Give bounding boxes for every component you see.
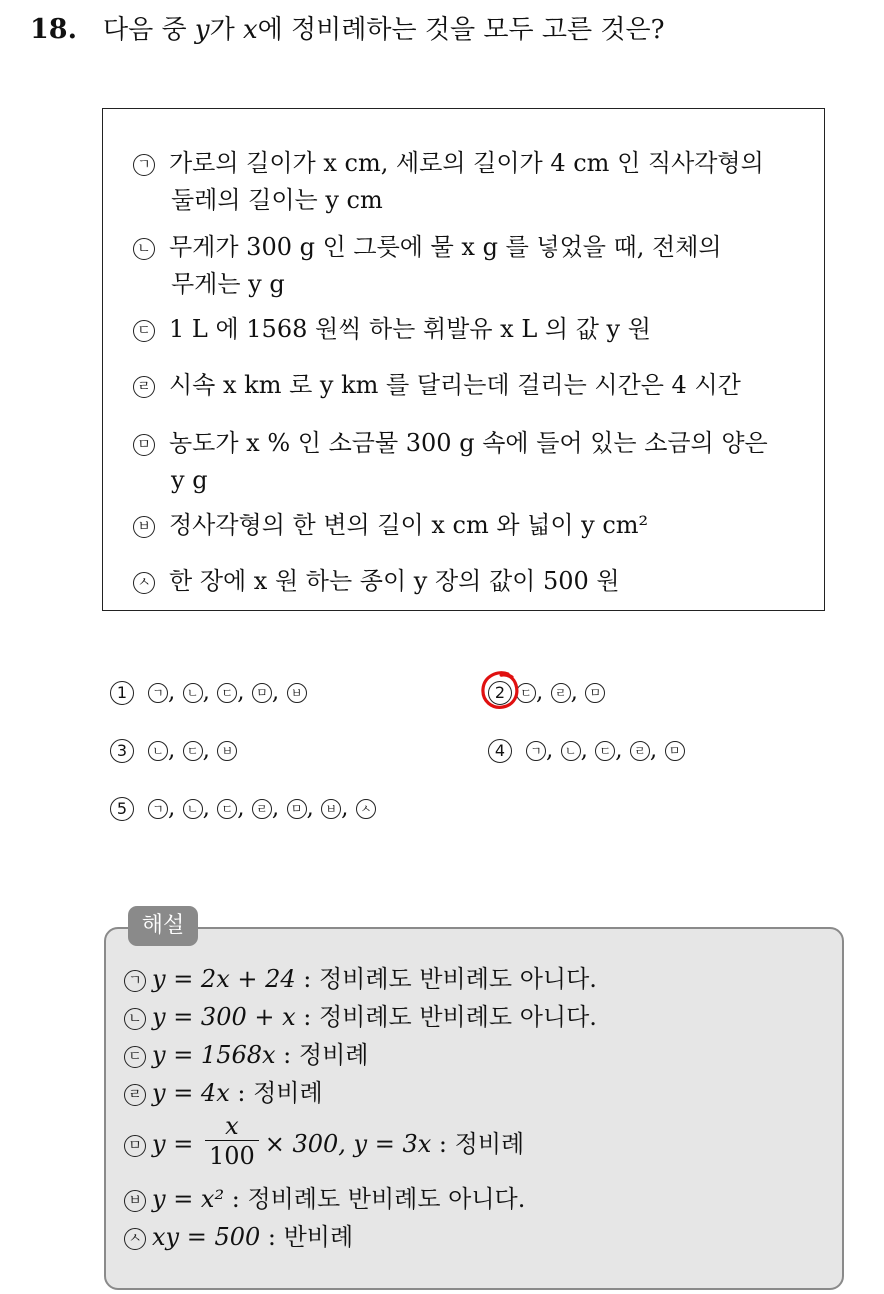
choice-mark: ㅂ: [217, 741, 237, 761]
choice-mark: ㄴ: [183, 799, 203, 819]
solution-line: [124, 1182, 525, 1216]
solution-fraction: [205, 1112, 259, 1171]
solution-line: [124, 1220, 353, 1254]
solution-equation: xy = 500: [152, 1223, 261, 1251]
solution-mark: ㅂ: [124, 1190, 146, 1212]
choice-mark: ㄴ: [561, 741, 581, 761]
choice-mark: ㄱ: [526, 741, 546, 761]
choice-mark: ㅅ: [356, 799, 376, 819]
choice-marks: ㄱ , ㄴ , ㄷ , ㅁ , ㅂ: [148, 679, 307, 705]
statements-box: [102, 108, 825, 611]
choice-mark: ㅁ: [665, 741, 685, 761]
choice-marks: ㄱ , ㄴ , ㄷ , ㄹ , ㅁ: [526, 737, 685, 763]
statement-text-cont: 둘레의 길이는 y cm: [171, 186, 383, 214]
fraction-denominator: 100: [208, 1142, 255, 1170]
choice-mark: ㄱ: [148, 799, 168, 819]
solution-desc: : 정비례도 반비례도 아니다.: [295, 965, 597, 993]
solution-equation: y = 300 + x: [152, 1003, 296, 1031]
solution-desc: : 정비례: [431, 1130, 525, 1158]
choice-mark: ㄹ: [551, 683, 571, 703]
choice-1[interactable]: [110, 676, 307, 708]
question-var-y: y: [194, 15, 210, 45]
choice-mark: ㄴ: [183, 683, 203, 703]
statement-mark: ㅂ: [133, 516, 155, 538]
solution-mark: ㄴ: [124, 1008, 146, 1030]
solution-equation-post: × 300, y = 3x: [264, 1130, 432, 1158]
question-text-after: 에 정비례하는 것을 모두 고른 것은?: [257, 15, 665, 45]
statement-text-cont: y g: [171, 466, 208, 494]
question-text-before: 다음 중: [102, 15, 195, 45]
fraction-numerator: x: [205, 1112, 259, 1141]
solution-desc: : 정비례: [275, 1041, 369, 1069]
statement-mark: ㅁ: [133, 434, 155, 456]
statement-text: 가로의 길이가 x cm, 세로의 길이가 4 cm 인 직사각형의: [169, 149, 764, 177]
choice-mark: ㅁ: [585, 683, 605, 703]
statement-item: [133, 229, 722, 303]
choice-mark: ㄴ: [148, 741, 168, 761]
solution-equation: y = 4x: [152, 1079, 230, 1107]
choice-marks: ㄷ , ㄹ , ㅁ: [516, 679, 605, 705]
statement-text: 무게가 300 g 인 그릇에 물 x g 를 넣었을 때, 전체의: [169, 233, 722, 261]
choice-mark: ㄷ: [595, 741, 615, 761]
choice-mark: ㅂ: [287, 683, 307, 703]
choice-3[interactable]: [110, 734, 237, 766]
question-text-mid: 가: [209, 15, 243, 45]
statement-item: [133, 507, 648, 544]
solution-line: [124, 1112, 525, 1175]
question-var-x: x: [242, 15, 258, 45]
solution-equation-pre: y =: [152, 1130, 201, 1158]
solution-line: [124, 1000, 597, 1034]
statement-item: [133, 367, 741, 404]
solution-line: [124, 1076, 323, 1110]
choice-number: 4: [488, 739, 512, 763]
statement-mark: ㅅ: [133, 572, 155, 594]
solution-desc: : 정비례도 반비례도 아니다.: [224, 1185, 526, 1213]
statement-mark: ㄴ: [133, 238, 155, 260]
solution-line: [124, 962, 597, 996]
statement-item: [133, 145, 764, 219]
choice-mark: ㄷ: [217, 683, 237, 703]
solution-mark: ㄷ: [124, 1046, 146, 1068]
choice-mark: ㄹ: [252, 799, 272, 819]
choice-number: 2: [488, 681, 512, 705]
solution-mark: ㅅ: [124, 1228, 146, 1250]
solution-equation: y = x²: [152, 1185, 225, 1213]
choice-mark: ㄷ: [217, 799, 237, 819]
statement-text: 한 장에 x 원 하는 종이 y 장의 값이 500 원: [169, 567, 620, 595]
choice-5[interactable]: [110, 792, 376, 824]
statement-item: [133, 311, 651, 348]
choice-mark: ㄷ: [183, 741, 203, 761]
statement-item: [133, 425, 768, 499]
choice-mark: ㅁ: [252, 683, 272, 703]
statement-text-cont: 무게는 y g: [171, 270, 285, 298]
choice-marks: ㄴ , ㄷ , ㅂ: [148, 737, 237, 763]
choice-number: 3: [110, 739, 134, 763]
statement-item: [133, 563, 620, 600]
question-title: [30, 12, 665, 48]
statement-mark: ㄹ: [133, 376, 155, 398]
solution-mark: ㅁ: [124, 1135, 146, 1157]
solution-equation: y = 2x + 24: [152, 965, 296, 993]
choice-marks: ㄱ , ㄴ , ㄷ , ㄹ , ㅁ , ㅂ , ㅅ: [148, 795, 376, 821]
choice-mark: ㅂ: [321, 799, 341, 819]
statement-text: 정사각형의 한 변의 길이 x cm 와 넓이 y cm²: [169, 511, 649, 539]
selected-answer-circle: [478, 668, 522, 712]
statement-mark: ㄱ: [133, 154, 155, 176]
choice-mark: ㄹ: [630, 741, 650, 761]
choice-number: 1: [110, 681, 134, 705]
solution-mark: ㄱ: [124, 970, 146, 992]
statement-text: 시속 x km 로 y km 를 달리는데 걸리는 시간은 4 시간: [169, 371, 741, 399]
solution-mark: ㄹ: [124, 1084, 146, 1106]
solution-line: [124, 1038, 368, 1072]
solution-tab: 해설: [128, 906, 198, 946]
choice-4[interactable]: [488, 734, 685, 766]
question-number: 18.: [30, 14, 77, 45]
statement-mark: ㄷ: [133, 320, 155, 342]
choice-mark: ㄷ: [516, 683, 536, 703]
choice-number: 5: [110, 797, 134, 821]
solution-equation: y = 1568x: [152, 1041, 276, 1069]
solution-desc: : 정비례도 반비례도 아니다.: [295, 1003, 597, 1031]
statement-text: 1 L 에 1568 원씩 하는 휘발유 x L 의 값 y 원: [169, 315, 651, 343]
solution-desc: : 정비례: [229, 1079, 323, 1107]
solution-desc: : 반비례: [260, 1223, 354, 1251]
choice-mark: ㄱ: [148, 683, 168, 703]
statement-text: 농도가 x % 인 소금물 300 g 속에 들어 있는 소금의 양은: [169, 429, 768, 457]
choice-mark: ㅁ: [287, 799, 307, 819]
